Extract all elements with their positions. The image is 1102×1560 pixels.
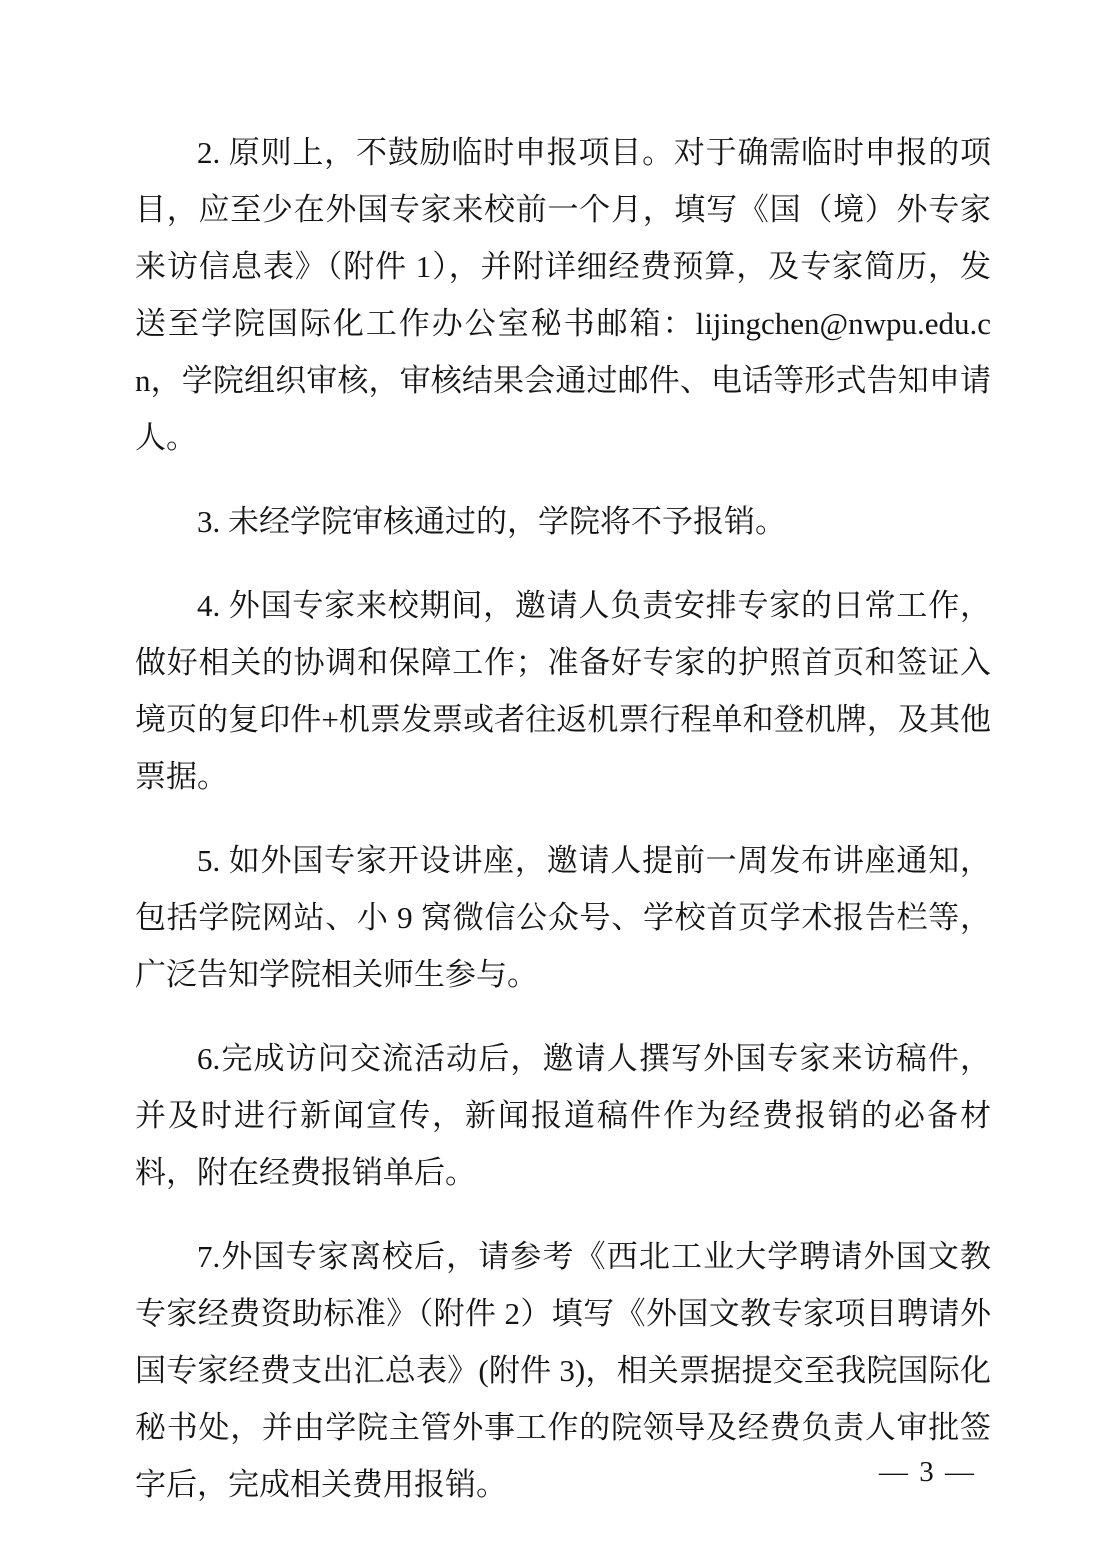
paragraph-2: 2. 原则上，不鼓励临时申报项目。对于确需临时申报的项目，应至少在外国专家来校前一个月，填写《国（境）外专家来访信息表》（附件 1），并附详细经费预算，及专家简历，发送至学院国际化工作办公室秘书邮箱：lijingchen@nwpu.edu.cn，学院组织审核，审核结果会通过邮件、电话等形式告知申请人。: [135, 135, 991, 455]
document-body: [135, 124, 991, 1513]
page-number: — 3 —: [879, 1456, 976, 1488]
paragraph-6: 6.完成访问交流活动后，邀请人撰写外国专家来访稿件，并及时进行新闻宣传，新闻报道稿件作为经费报销的必备材料，附在经费报销单后。: [135, 1041, 991, 1190]
paragraph-5: 5. 如外国专家开设讲座，邀请人提前一周发布讲座通知，包括学院网站、小 9 窝微信公众号、学校首页学术报告栏等，广泛告知学院相关师生参与。: [135, 843, 991, 992]
paragraph-3: 3. 未经学院审核通过的，学院将不予报销。: [197, 504, 786, 539]
paragraph-7: 7.外国专家离校后，请参考《西北工业大学聘请外国文教专家经费资助标准》（附件 2）填写《外国文教专家项目聘请外国专家经费支出汇总表》(附件 3)，相关票据提交至我院国际化秘书处，并由学院主管外事工作的院领导及经费负责人审批签字后，完成相关费用报销。: [135, 1239, 991, 1502]
paragraph-4: 4. 外国专家来校期间，邀请人负责安排专家的日常工作，做好相关的协调和保障工作；准备好专家的护照首页和签证入境页的复印件+机票发票或者往返机票行程单和登机牌，及其他票据。: [135, 588, 991, 794]
